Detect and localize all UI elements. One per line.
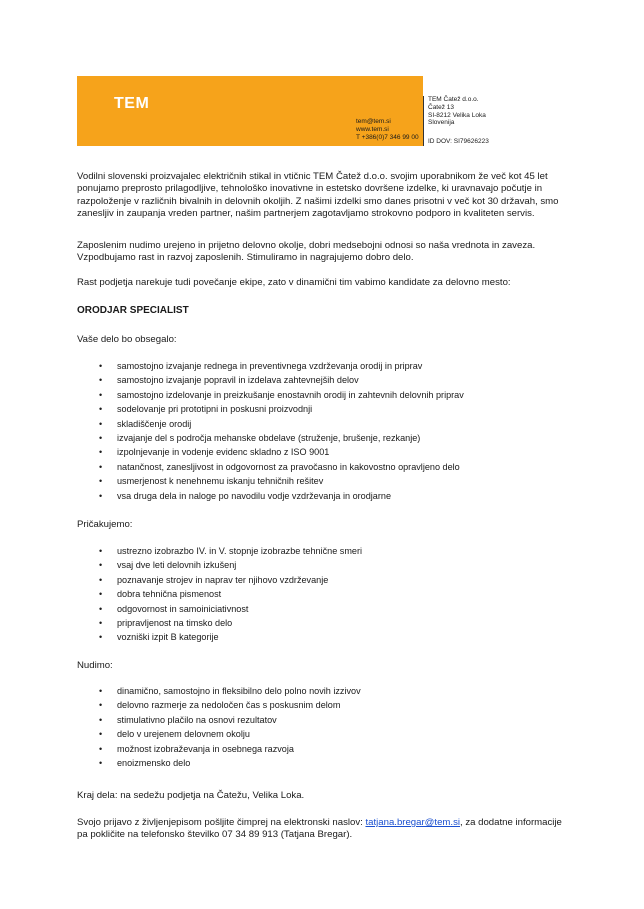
- list-item: [77, 474, 557, 488]
- bullet-icon: •: [99, 603, 103, 614]
- list-item: [77, 616, 557, 630]
- bullet-icon: •: [99, 418, 103, 429]
- company-country: Slovenija: [428, 119, 455, 127]
- bullet-icon: •: [99, 389, 103, 400]
- bullet-icon: •: [99, 632, 103, 643]
- list-item: [77, 402, 557, 416]
- intro-paragraph-2: Zaposlenim nudimo urejeno in prijetno delovno okolje, dobri medsebojni odnosi so naša vrednota in zaveza. Vzpodbujamo rast in razvoj zaposlenih. Stimuliramo in nagrajujemo dobro delo.: [77, 240, 536, 264]
- list-item: [77, 388, 557, 402]
- contact-email-link[interactable]: tatjana.bregar@tem.si: [365, 817, 460, 828]
- list-item: [77, 602, 557, 616]
- bullet-icon: •: [99, 361, 103, 371]
- header-phone: T +386(0)7 346 99 00: [356, 133, 419, 141]
- header-email: tem@tem.si: [356, 118, 391, 125]
- bullet-icon: •: [99, 757, 103, 768]
- offer-label: Nudimo:: [77, 660, 113, 671]
- intro-paragraph-3: Rast podjetja narekuje tudi povečanje ekipe, zato v dinamični tim vabimo kandidate za delovno mesto:: [77, 277, 511, 288]
- bullet-icon: •: [99, 546, 103, 556]
- list-item: [77, 587, 557, 601]
- list-item: [77, 431, 557, 445]
- bullet-icon: •: [99, 729, 103, 740]
- company-street: Čatež 13: [428, 103, 455, 111]
- bullet-icon: •: [99, 700, 103, 711]
- list-item-text: možnost izobraževanja in osebnega razvoja: [117, 743, 294, 754]
- list-item: [77, 489, 557, 503]
- duties-list: [77, 359, 557, 503]
- list-item-text: enoizmensko delo: [117, 757, 191, 768]
- list-item-text: odgovornost in samoiniciativnost: [117, 603, 249, 614]
- list-item-text: izpolnjevanje in vodenje evidenc skladno z ISO 9001: [117, 447, 330, 458]
- header-contacts: [356, 118, 419, 141]
- bullet-icon: •: [99, 461, 103, 472]
- list-item-text: samostojno izvajanje rednega in preventivnega vzdrževanja orodij in priprav: [117, 361, 423, 371]
- company-logo: TEM: [114, 95, 150, 112]
- bullet-icon: •: [99, 375, 103, 386]
- contact-paragraph: [77, 817, 571, 842]
- list-item: [77, 756, 557, 770]
- bullet-icon: •: [99, 490, 103, 501]
- header-address: [428, 96, 486, 127]
- list-item-text: dobra tehnična pismenost: [117, 589, 222, 600]
- bullet-icon: •: [99, 560, 103, 571]
- list-item-text: ustrezno izobrazbo IV. in V. stopnje izobrazbe tehnične smeri: [117, 546, 363, 556]
- list-item: [77, 544, 557, 558]
- bullet-icon: •: [99, 617, 103, 628]
- expectations-label: Pričakujemo:: [77, 519, 133, 530]
- list-item-text: natančnost, zanesljivost in odgovornost za pravočasno in kakovostno opravljeno delo: [117, 461, 460, 472]
- list-item-text: dinamično, samostojno in fleksibilno delo polno novih izzivov: [117, 686, 361, 696]
- list-item-text: samostojno izvajanje popravil in izdelava zahtevnejših delov: [117, 375, 359, 386]
- list-item: [77, 445, 557, 459]
- bullet-icon: •: [99, 447, 103, 458]
- list-item: [77, 727, 557, 741]
- job-title: ORODJAR SPECIALIST: [77, 305, 189, 316]
- duties-label: Vaše delo bo obsegalo:: [77, 334, 177, 345]
- contact-text-before: Svojo prijavo z življenjepisom pošljite čimprej na elektronski naslov:: [77, 817, 366, 828]
- list-item-text: poznavanje strojev in naprav ter njihovo vzdrževanje: [117, 574, 329, 585]
- bullet-icon: •: [99, 589, 103, 600]
- list-item: [77, 684, 557, 698]
- list-item: [77, 460, 557, 474]
- work-location: Kraj dela: na sedežu podjetja na Čatežu, Velika Loka.: [77, 790, 305, 801]
- list-item: [77, 713, 557, 727]
- bullet-icon: •: [99, 714, 103, 725]
- list-item-text: delovno razmerje za nedoločen čas s poskusnim delom: [117, 700, 341, 711]
- list-item-text: usmerjenost k nenehnemu iskanju tehničnih rešitev: [117, 476, 324, 487]
- header-website: www.tem.si: [356, 125, 389, 133]
- list-item: [77, 698, 557, 712]
- bullet-icon: •: [99, 404, 103, 415]
- bullet-icon: •: [99, 743, 103, 754]
- company-city: SI-8212 Velika Loka: [428, 111, 486, 119]
- list-item: [77, 359, 557, 373]
- list-item-text: stimulativno plačilo na osnovi rezultatov: [117, 714, 277, 725]
- list-item: [77, 373, 557, 387]
- list-item-text: skladiščenje orodij: [117, 418, 192, 429]
- list-item: [77, 630, 557, 644]
- list-item-text: vozniški izpit B kategorije: [117, 632, 219, 643]
- list-item-text: sodelovanje pri prototipni in poskusni proizvodnji: [117, 404, 313, 415]
- bullet-icon: •: [99, 686, 103, 696]
- company-id: ID DOV: SI79626223: [428, 138, 489, 145]
- list-item-text: delo v urejenem delovnem okolju: [117, 729, 250, 740]
- list-item: [77, 558, 557, 572]
- list-item-text: samostojno izdelovanje in preizkušanje enostavnih orodij in zahtevnih delovnih priprav: [117, 389, 464, 400]
- offer-list: [77, 684, 557, 770]
- list-item: [77, 742, 557, 756]
- bullet-icon: •: [99, 574, 103, 585]
- bullet-icon: •: [99, 432, 103, 443]
- list-item: [77, 417, 557, 431]
- company-name: TEM Čatež d.o.o.: [428, 96, 479, 103]
- list-item-text: izvajanje del s področja mehanske obdelave (struženje, brušenje, rezkanje): [117, 432, 421, 443]
- bullet-icon: •: [99, 476, 103, 487]
- list-item: [77, 573, 557, 587]
- list-item-text: vsaj dve leti delovnih izkušenj: [117, 560, 237, 571]
- contact-text-after: , za dodatne informacije pa pokličite na telefonsko številko 07 34 89 913 (Tatjana Bregar).: [77, 817, 562, 841]
- list-item-text: pripravljenost na timsko delo: [117, 617, 233, 628]
- list-item-text: vsa druga dela in naloge po navodilu vodje vzdrževanja in orodjarne: [117, 490, 392, 501]
- header-divider: [423, 96, 424, 146]
- expectations-list: [77, 544, 557, 645]
- intro-paragraph-1: Vodilni slovenski proizvajalec električnih stikal in vtičnic TEM Čatež d.o.o. svojim uporabnikom že več kot 45 let ponujamo preprosto prilagodljive, tehnološko inovativne in estetsko dovršene izdelke, ki uravnavajo počutje in razpoloženje v različnih bivalnih in delovnih okoljih. Z našimi izdelki smo danes prisotni v več kot 30 državah, smo zanesljiv in zaupanja vreden partner, našim partnerjem zagotavljamo strokovno podporo in kvaliteten servis.: [77, 171, 559, 220]
